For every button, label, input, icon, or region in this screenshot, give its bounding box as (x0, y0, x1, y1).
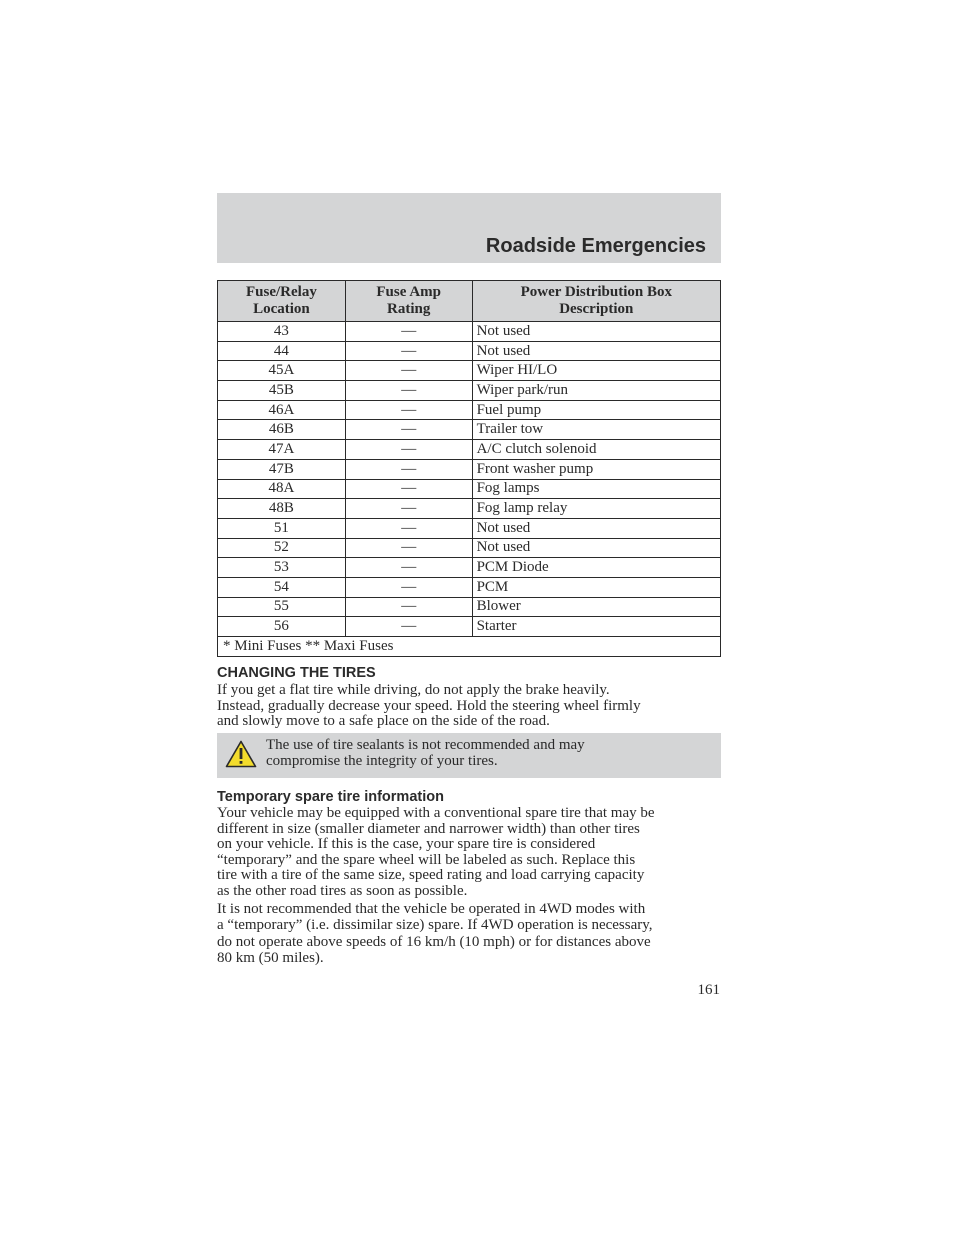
section-title: Roadside Emergencies (485, 235, 706, 257)
spare-tire-paragraph-1: Your vehicle may be equipped with a conventional spare tire that may be different in size (smaller diameter and narrower width) than other tires on your vehicle. If this is the case, your spare tire is considered “temporary” and the spare wheel will be labeled as such. Replace this tire with a tire of the same size, speed rating and load carrying capacity as the other road tires as soon as possible. (217, 805, 655, 899)
table-row (218, 479, 721, 499)
fuse-location-cell: 47B (218, 459, 346, 479)
table-row (218, 518, 721, 538)
fuse-location-cell: 52 (218, 538, 346, 558)
fuse-description-cell: Not used (472, 322, 720, 342)
table-row (218, 381, 721, 401)
table-row (218, 577, 721, 597)
fuse-location-cell: 56 (218, 617, 346, 637)
table-row (218, 361, 721, 381)
changing-tires-paragraph: If you get a flat tire while driving, do not apply the brake heavily. Instead, gradually decrease your speed. Hold the steering wheel firmly and slowly move to a safe place on the side of the road. (217, 682, 641, 729)
fuse-description-cell: A/C clutch solenoid (472, 440, 720, 460)
table-row (218, 341, 721, 361)
fuse-amp-cell: — (345, 479, 472, 499)
fuse-amp-cell: — (345, 538, 472, 558)
fuse-table (217, 280, 721, 657)
table-header-row (218, 281, 721, 322)
table-row (218, 459, 721, 479)
column-header-description: Power Distribution Box Description (472, 281, 720, 322)
fuse-description-cell: Front washer pump (472, 459, 720, 479)
warning-box (217, 733, 721, 778)
fuse-location-cell: 55 (218, 597, 346, 617)
fuse-amp-cell: — (345, 322, 472, 342)
table-row (218, 558, 721, 578)
fuse-amp-cell: — (345, 361, 472, 381)
fuse-location-cell: 43 (218, 322, 346, 342)
fuse-location-cell: 53 (218, 558, 346, 578)
fuse-amp-cell: — (345, 341, 472, 361)
fuse-location-cell: 46B (218, 420, 346, 440)
fuse-amp-cell: — (345, 420, 472, 440)
section-header-band (217, 193, 721, 263)
fuse-location-cell: 54 (218, 577, 346, 597)
table-row (218, 499, 721, 519)
fuse-description-cell: Wiper park/run (472, 381, 720, 401)
fuse-description-cell: Fog lamps (472, 479, 720, 499)
page-number: 161 (697, 982, 720, 998)
fuse-description-cell: Not used (472, 341, 720, 361)
table-row (218, 322, 721, 342)
table-row (218, 400, 721, 420)
fuse-amp-cell: — (345, 617, 472, 637)
spare-tire-paragraph-2: It is not recommended that the vehicle be operated in 4WD modes with a “temporary” (i.e. dissimilar size) spare. If 4WD operation is necessary, do not operate above speeds of 16 km/h (10 mph) or for distances above 80 km (50 miles). (217, 901, 653, 966)
fuse-amp-cell: — (345, 440, 472, 460)
fuse-description-cell: Wiper HI/LO (472, 361, 720, 381)
fuse-amp-cell: — (345, 381, 472, 401)
fuse-description-cell: Not used (472, 518, 720, 538)
fuse-description-cell: Not used (472, 538, 720, 558)
fuse-location-cell: 45B (218, 381, 346, 401)
fuse-location-cell: 46A (218, 400, 346, 420)
fuse-location-cell: 48A (218, 479, 346, 499)
fuse-amp-cell: — (345, 499, 472, 519)
table-row (218, 538, 721, 558)
table-row (218, 597, 721, 617)
spare-tire-heading: Temporary spare tire information (217, 789, 444, 805)
table-row (218, 420, 721, 440)
fuse-amp-cell: — (345, 558, 472, 578)
fuse-description-cell: PCM (472, 577, 720, 597)
fuse-description-cell: Fuel pump (472, 400, 720, 420)
fuse-amp-cell: — (345, 577, 472, 597)
fuse-description-cell: Starter (472, 617, 720, 637)
fuse-amp-cell: — (345, 597, 472, 617)
fuse-location-cell: 47A (218, 440, 346, 460)
table-row (218, 617, 721, 637)
changing-tires-heading: CHANGING THE TIRES (217, 665, 376, 681)
fuse-amp-cell: — (345, 400, 472, 420)
table-footnote-row (218, 637, 721, 657)
table-row (218, 440, 721, 460)
fuse-location-cell: 45A (218, 361, 346, 381)
column-header-amp-rating: Fuse Amp Rating (345, 281, 472, 322)
column-header-location: Fuse/Relay Location (218, 281, 346, 322)
fuse-description-cell: Trailer tow (472, 420, 720, 440)
fuse-amp-cell: — (345, 459, 472, 479)
fuse-amp-cell: — (345, 518, 472, 538)
fuse-location-cell: 51 (218, 518, 346, 538)
fuse-description-cell: PCM Diode (472, 558, 720, 578)
fuse-description-cell: Fog lamp relay (472, 499, 720, 519)
table-footnote: * Mini Fuses ** Maxi Fuses (218, 637, 721, 657)
fuse-description-cell: Blower (472, 597, 720, 617)
fuse-location-cell: 44 (218, 341, 346, 361)
warning-text: The use of tire sealants is not recommended and may compromise the integrity of your tires. (266, 737, 585, 769)
fuse-location-cell: 48B (218, 499, 346, 519)
warning-triangle-icon (225, 740, 257, 768)
